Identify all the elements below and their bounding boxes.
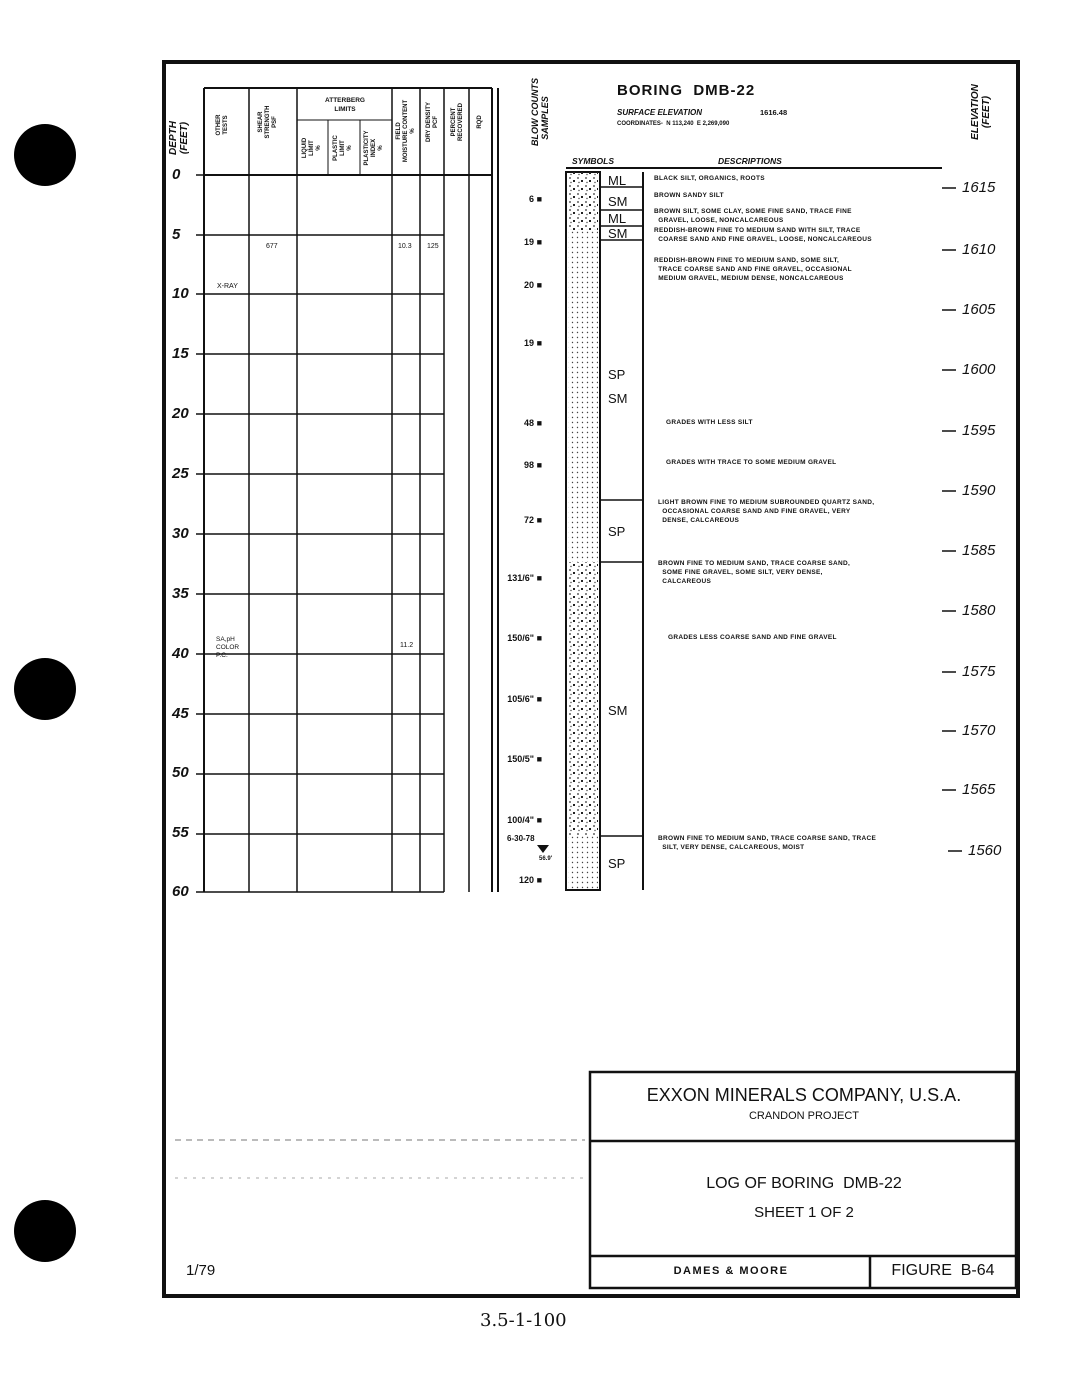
depth-label: 40 <box>172 645 189 662</box>
blow-count: 19 ■ <box>524 237 542 247</box>
blow-count: 150/5" ■ <box>507 754 542 764</box>
other-test-chemistry: SA,pH COLOR P.C. <box>216 636 240 659</box>
header-percent-recovered: PERCENT RECOVERED <box>451 103 464 142</box>
elevation-axis-label: ELEVATION (FEET) <box>970 84 992 140</box>
firm-name: DAMES & MOORE <box>673 1265 789 1277</box>
elevation-label: 1580 <box>962 602 996 619</box>
header-liquid-limit: LIQUID LIMIT % <box>302 137 322 159</box>
surface-elevation-value: 1616.48 <box>760 108 788 117</box>
elevation-label: 1560 <box>968 842 1002 859</box>
blow-count: 20 ■ <box>524 280 542 290</box>
elevation-label: 1600 <box>962 361 996 378</box>
blow-count: 6 ■ <box>529 194 542 204</box>
header-plastic-limit: PLASTIC LIMIT % <box>333 135 353 161</box>
header-descriptions: DESCRIPTIONS <box>718 156 782 166</box>
shear-strength-value: 677 <box>266 243 278 250</box>
elevation-label: 1570 <box>962 722 996 739</box>
blow-count: 100/4" ■ <box>507 815 542 825</box>
page-number: 3.5-1-100 <box>480 1310 567 1331</box>
log-title: LOG OF BORING DMB-22 <box>706 1175 902 1192</box>
header-dry-density: DRY DENSITY PCF <box>426 102 439 143</box>
water-level-date: 6-30-78 <box>507 834 535 843</box>
soil-class: SM <box>608 391 628 406</box>
soil-class: ML <box>608 211 627 226</box>
blow-count: 98 ■ <box>524 460 542 470</box>
header-symbols: SYMBOLS <box>572 156 615 166</box>
soil-description: GRADES WITH LESS SILT <box>666 419 753 426</box>
moisture-value: 11.2 <box>400 642 414 649</box>
elevation-label: 1565 <box>962 781 996 798</box>
coordinates: COORDINATES- N 113,240 E 2,269,090 <box>617 121 730 127</box>
blow-count: 72 ■ <box>524 515 542 525</box>
blow-count: 150/6" ■ <box>507 633 542 643</box>
depth-label: 35 <box>172 585 189 602</box>
elevation-label: 1615 <box>962 179 996 196</box>
soil-description: LIGHT BROWN FINE TO MEDIUM SUBROUNDED QUARTZ SAND, OCCASIONAL COARSE SAND AND FINE GRAVEL, VERY DENSE, CALCAREOUS <box>658 499 875 524</box>
header-other-tests: OTHER TESTS <box>216 114 229 136</box>
soil-description: GRADES WITH TRACE TO SOME MEDIUM GRAVEL <box>666 459 837 466</box>
soil-description: BLACK SILT, ORGANICS, ROOTS <box>654 175 765 182</box>
depth-label: 55 <box>172 824 189 841</box>
blow-count: 19 ■ <box>524 338 542 348</box>
header-shear-strength: SHEAR STRENGTH PSF <box>258 105 278 139</box>
elevation-label: 1585 <box>962 542 996 559</box>
soil-description: BROWN FINE TO MEDIUM SAND, TRACE COARSE SAND, SOME FINE GRAVEL, SOME SILT, VERY DENSE, CALCAREOUS <box>658 560 851 585</box>
depth-label: 5 <box>172 226 181 243</box>
company-name: EXXON MINERALS COMPANY, U.S.A. <box>646 1085 962 1105</box>
soil-description: REDDISH-BROWN FINE TO MEDIUM SAND WITH SILT, TRACE COARSE SAND AND FINE GRAVEL, LOOSE, NONCALCAREOUS <box>654 227 872 243</box>
depth-label: 20 <box>172 405 189 422</box>
header-rqd: RQD <box>477 115 483 129</box>
depth-label: 60 <box>172 883 189 900</box>
project-name: CRANDON PROJECT <box>748 1110 859 1122</box>
water-level-icon <box>536 844 550 854</box>
depth-label: 0 <box>172 166 181 183</box>
soil-class: SM <box>608 226 628 241</box>
header-moisture-content: FIELD MOISTURE CONTENT % <box>396 99 416 163</box>
soil-class: SM <box>608 194 628 209</box>
depth-label: 50 <box>172 764 189 781</box>
elevation-label: 1605 <box>962 301 996 318</box>
blow-count: 120 ■ <box>519 875 542 885</box>
soil-description: REDDISH-BROWN FINE TO MEDIUM SAND, SOME SILT, TRACE COARSE SAND AND FINE GRAVEL, OCCASIONAL MEDIUM GRAVEL, MEDIUM DENSE, NONCALCAREOUS <box>654 257 852 282</box>
density-value: 125 <box>427 243 439 250</box>
soil-class: SM <box>608 703 628 718</box>
depth-label: 10 <box>172 285 189 302</box>
depth-label: 25 <box>172 465 189 482</box>
blow-count: 48 ■ <box>524 418 542 428</box>
soil-class: SP <box>608 367 626 382</box>
blow-count: 131/6" ■ <box>507 573 542 583</box>
water-level-depth: 56.9' <box>539 856 553 862</box>
drawing-date: 1/79 <box>186 1262 216 1279</box>
elevation-label: 1595 <box>962 422 996 439</box>
soil-class: ML <box>608 173 627 188</box>
soil-description: BROWN SANDY SILT <box>654 192 724 199</box>
header-blow-counts: BLOW COUNTS SAMPLES <box>530 78 550 146</box>
sheet-number: SHEET 1 OF 2 <box>754 1204 854 1221</box>
other-test-xray: X-RAY <box>217 283 238 290</box>
elevation-label: 1610 <box>962 241 996 258</box>
soil-class: SP <box>608 856 626 871</box>
soil-class: SP <box>608 524 626 539</box>
soil-description: BROWN SILT, SOME CLAY, SOME FINE SAND, TRACE FINE GRAVEL, LOOSE, NONCALCAREOUS <box>654 208 852 224</box>
boring-title: BORING DMB-22 <box>617 82 756 99</box>
depth-label: 45 <box>172 705 189 722</box>
depth-label: 15 <box>172 345 189 362</box>
surface-elevation-label: SURFACE ELEVATION <box>617 108 703 117</box>
soil-description: GRADES LESS COARSE SAND AND FINE GRAVEL <box>668 634 837 641</box>
header-plasticity-index: PLASTICITY INDEX % <box>364 130 384 166</box>
figure-number: FIGURE B-64 <box>891 1262 995 1279</box>
blow-count: 105/6" ■ <box>507 694 542 704</box>
soil-description: BROWN FINE TO MEDIUM SAND, TRACE COARSE SAND, TRACE SILT, VERY DENSE, CALCAREOUS, MOIST <box>658 835 877 851</box>
depth-label: 30 <box>172 525 189 542</box>
depth-axis-label: DEPTH (FEET) <box>168 121 190 155</box>
elevation-label: 1575 <box>962 663 996 680</box>
moisture-value: 10.3 <box>398 243 412 250</box>
header-atterberg: ATTERBERG LIMITS <box>325 97 365 113</box>
elevation-label: 1590 <box>962 482 996 499</box>
